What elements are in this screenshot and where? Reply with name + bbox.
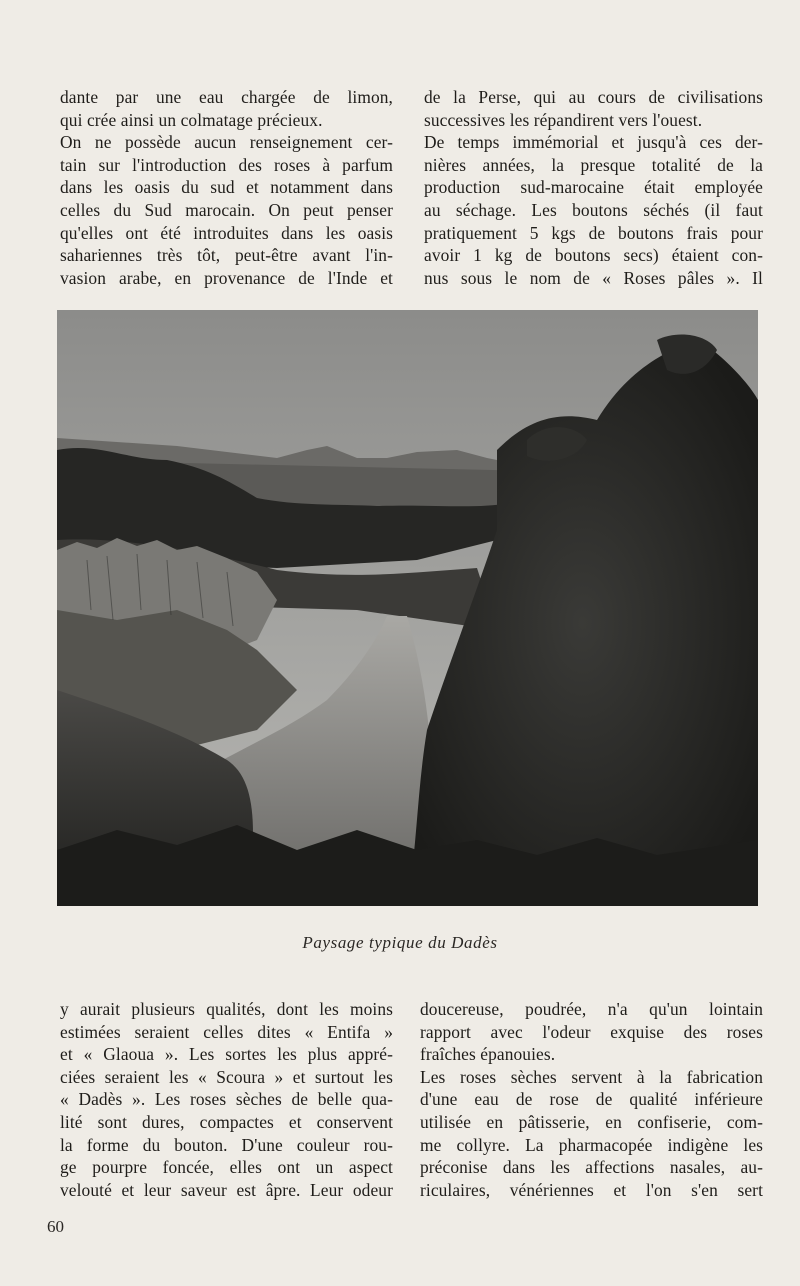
text-line: y aurait plusieurs qualités, dont les moins — [60, 999, 393, 1019]
text-line: fraîches épanouies. — [420, 1044, 556, 1065]
text-line: doucereuse, poudrée, n'a qu'un lointain — [420, 999, 763, 1019]
text-line: celles du Sud marocain. On peut penser — [60, 199, 393, 220]
text-line: au séchage. Les boutons séchés (il faut — [424, 199, 763, 220]
text-column-bottom-left — [60, 998, 393, 1201]
text-line: rapport avec l'odeur exquise des roses — [420, 1021, 763, 1042]
text-line: de la Perse, qui au cours de civilisations — [424, 87, 763, 107]
text-line: d'une eau de rose de qualité inférieure — [420, 1089, 763, 1110]
text-line: De temps immémorial et jusqu'à ces der- — [424, 132, 763, 153]
text-line: On ne possède aucun renseignement cer- — [60, 132, 393, 153]
text-line: « Dadès ». Les roses sèches de belle qua- — [60, 1089, 393, 1110]
text-column-top-left — [60, 86, 393, 289]
text-line: qui crée ainsi un colmatage précieux. — [60, 109, 323, 130]
text-line: dans les oasis du sud et notamment dans — [60, 177, 393, 198]
text-line: dante par une eau chargée de limon, — [60, 87, 393, 107]
text-line: lité sont dures, compactes et conservent — [60, 1111, 393, 1132]
text-line: et « Glaoua ». Les sortes les plus appré- — [60, 1044, 393, 1065]
text-line: estimées seraient celles dites « Entifa » — [60, 1021, 393, 1042]
text-line: production sud-marocaine était employée — [424, 177, 763, 198]
text-line: pratiquement 5 kgs de boutons frais pour — [424, 222, 763, 243]
text-line: qu'elles ont été introduites dans les oasis — [60, 222, 393, 243]
text-line: nières années, la presque totalité de la — [424, 154, 763, 175]
text-line: vasion arabe, en provenance de l'Inde et — [60, 267, 393, 288]
text-line: utilisée en pâtisserie, en confiserie, com- — [420, 1111, 763, 1132]
text-line: sahariennes très tôt, peut-être avant l'in- — [60, 245, 393, 266]
text-line: nus sous le nom de « Roses pâles ». Il — [424, 267, 763, 288]
text-line: successives les répandirent vers l'ouest. — [424, 109, 703, 130]
photo-caption: Paysage typique du Dadès — [302, 933, 498, 952]
text-line: me collyre. La pharmacopée indigène les — [420, 1134, 763, 1155]
text-line: préconise dans les affections nasales, au- — [420, 1157, 763, 1178]
page-number: 60 — [47, 1217, 64, 1236]
text-line: velouté et leur saveur est âpre. Leur odeur — [60, 1179, 393, 1200]
text-column-bottom-right — [420, 998, 763, 1201]
landscape-photo — [57, 310, 758, 906]
text-line: avoir 1 kg de boutons secs) étaient con- — [424, 245, 763, 266]
text-column-top-right — [424, 86, 763, 289]
text-line: Les roses sèches servent à la fabrication — [420, 1066, 763, 1087]
text-line: riculaires, vénériennes et l'on s'en sert — [420, 1179, 763, 1200]
text-line: tain sur l'introduction des roses à parfum — [60, 154, 393, 175]
text-line: ciées seraient les « Scoura » et surtout les — [60, 1066, 393, 1087]
text-line: la forme du bouton. D'une couleur rou- — [60, 1134, 393, 1155]
text-line: ge pourpre foncée, elles ont un aspect — [60, 1157, 393, 1178]
